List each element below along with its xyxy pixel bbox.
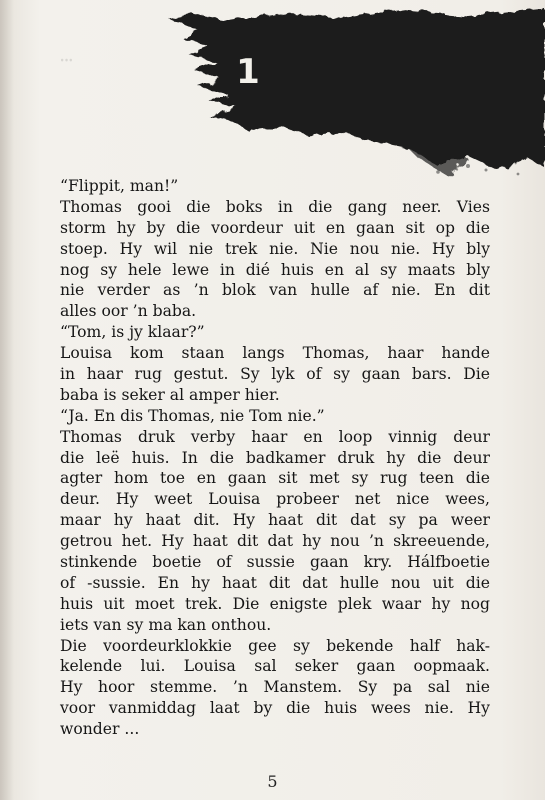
text-line: Thomas druk verby haar en loop vinnig deur — [60, 427, 490, 446]
text-line: iets van sy ma kan onthou. — [60, 615, 272, 634]
page-fold-shadow — [0, 0, 14, 800]
text-line: “Flippit, man!” — [60, 177, 179, 195]
text-line: Thomas gooi die boks in die gang neer. Vies — [60, 197, 490, 216]
text-line: agter hom toe en gaan sit met sy rug teen die — [60, 469, 490, 488]
text-line: kelende lui. Louisa sal seker gaan oopmaak. — [60, 657, 490, 676]
text-line: storm hy by die voordeur uit en gaan sit op die — [60, 218, 490, 237]
text-line: baba is seker al amper hier. — [60, 385, 280, 404]
text-line: alles oor ’n baba. — [60, 302, 197, 321]
text-line: nie verder as ’n blok van hulle af nie. En dit — [60, 281, 490, 300]
chapter-number: 1 — [236, 52, 260, 92]
text-line: stinkende boetie of sussie gaan kry. Hálfboetie — [60, 553, 490, 572]
text-line: “Ja. En dis Thomas, nie Tom nie.” — [60, 406, 325, 425]
text-line: nog sy hele lewe in dié huis en al sy maats bly — [60, 260, 490, 279]
ink-brush-banner — [168, 8, 545, 178]
page-number: 5 — [267, 772, 278, 791]
text-line: in haar rug gestut. Sy lyk of sy gaan bars. Die — [60, 365, 490, 384]
text-line: Louisa kom staan langs Thomas, haar hande — [60, 344, 490, 363]
text-line: maar hy haat dit. Hy haat dit dat sy pa weer — [60, 511, 490, 530]
text-line: die leë huis. In die badkamer druk hy die deur — [60, 448, 490, 467]
text-line: voor vanmiddag laat by die huis wees nie. Hy — [60, 699, 490, 718]
text-line: wonder ... — [60, 720, 140, 739]
text-line: Hy hoor stemme. ’n Manstem. Sy pa sal nie — [60, 678, 490, 697]
text-line: Die voordeurklokkie gee sy bekende half hak- — [60, 636, 490, 655]
text-line: getrou het. Hy haat dit dat hy nou ’n skreeuende, — [60, 532, 490, 551]
text-line: deur. Hy weet Louisa probeer net nice wees, — [60, 490, 490, 509]
text-line: of -sussie. En hy haat dit dat hulle nou uit die — [60, 573, 490, 592]
text-line: stoep. Hy wil nie trek nie. Nie nou nie. Hy bly — [60, 239, 490, 258]
chapter-body-text — [60, 176, 490, 740]
text-line: huis uit moet trek. Die enigste plek waar hy nog — [60, 594, 490, 613]
text-line: “Tom, is jy klaar?” — [60, 323, 205, 342]
